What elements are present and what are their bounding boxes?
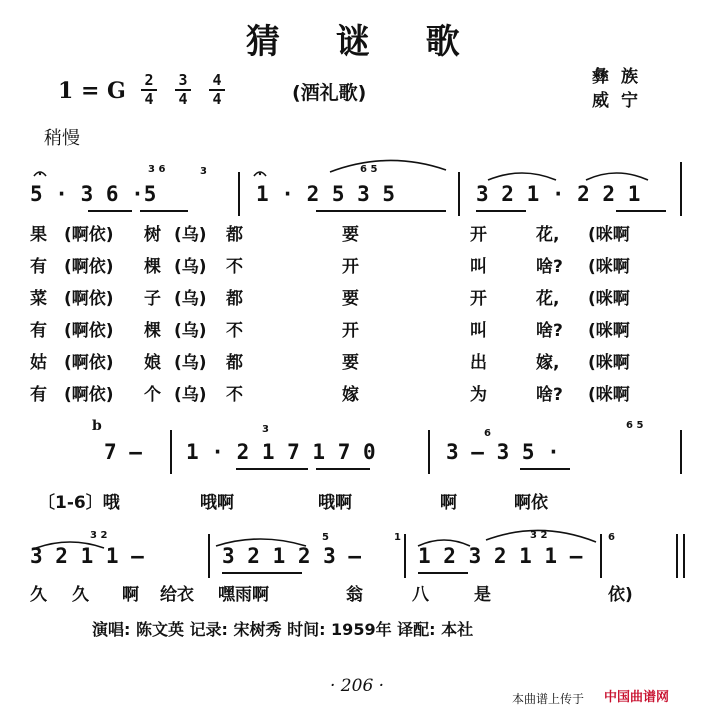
grace-note: 6 bbox=[608, 532, 615, 543]
grace-note: 3 2 bbox=[90, 530, 108, 541]
time-sig-numerator: 4 bbox=[212, 71, 222, 89]
lyric-syllable: (乌) bbox=[174, 289, 207, 309]
time-sig-denominator: 4 bbox=[178, 90, 188, 108]
beam-line bbox=[316, 468, 370, 470]
lyric-syllable: 有 bbox=[30, 257, 47, 277]
lyric-syllable: (啊依) bbox=[64, 289, 114, 309]
flat-accidental: b bbox=[92, 418, 102, 434]
measure-notes: 3 2 1 2 3 – bbox=[222, 544, 362, 568]
lyric-syllable: 有 bbox=[30, 321, 47, 341]
verse-line bbox=[0, 316, 701, 340]
lyric-syllable: 〔1-6〕哦 bbox=[38, 493, 120, 513]
lyric-syllable: 久 bbox=[30, 585, 47, 605]
key-signature: 1 = G bbox=[58, 78, 126, 104]
beam-line bbox=[222, 572, 302, 574]
lyric-syllable: (乌) bbox=[174, 257, 207, 277]
verse-line bbox=[0, 252, 701, 276]
lyric-syllable: (啊依) bbox=[64, 257, 114, 277]
slur-mark bbox=[586, 173, 648, 180]
footer-site-logo[interactable]: 中国曲谱网 bbox=[604, 690, 670, 705]
measure-notes: 1 2 3 2 1 1 – bbox=[418, 544, 583, 568]
fermata-mark bbox=[259, 173, 261, 175]
lyric-syllable: (咪啊 bbox=[588, 225, 630, 245]
barline bbox=[458, 172, 460, 216]
barline bbox=[170, 430, 172, 474]
measure-notes: 3 2 1 · 2 2 1 bbox=[476, 182, 641, 206]
grace-note: 3 bbox=[200, 166, 207, 177]
lyric-syllable: 依) bbox=[608, 585, 633, 605]
beam-line bbox=[140, 210, 188, 212]
beam-line bbox=[616, 210, 666, 212]
lyric-syllable: 啊依 bbox=[514, 493, 548, 513]
lyric-syllable: (乌) bbox=[174, 353, 207, 373]
lyric-syllable: 都 bbox=[226, 353, 243, 373]
page-number: · 206 · bbox=[330, 676, 385, 696]
lyric-syllable: 不 bbox=[226, 321, 243, 341]
lyric-syllable: 要 bbox=[342, 353, 359, 373]
fermata-mark bbox=[254, 172, 266, 176]
time-sig-denominator: 4 bbox=[212, 90, 222, 108]
lyric-syllable: (啊依) bbox=[64, 353, 114, 373]
lyric-syllable: 子 bbox=[144, 289, 161, 309]
lyric-syllable: 菜 bbox=[30, 289, 47, 309]
lyric-syllable: 嫁, bbox=[536, 353, 560, 373]
measure-notes: 5 · 3 6 ·5 bbox=[30, 182, 157, 206]
credits-line: 演唱: 陈文英 记录: 宋树秀 时间: 1959年 译配: 本社 bbox=[92, 620, 474, 639]
beam-line bbox=[520, 468, 570, 470]
lyric-syllable: 不 bbox=[226, 385, 243, 405]
lyric-syllable: 个 bbox=[144, 385, 161, 405]
grace-note: 5 bbox=[322, 532, 329, 543]
barline bbox=[238, 172, 240, 216]
lyric-syllable: 为 bbox=[470, 385, 487, 405]
time-signature bbox=[208, 72, 226, 108]
beam-line bbox=[476, 210, 526, 212]
lyric-syllable: 出 bbox=[470, 353, 487, 373]
slur-mark bbox=[488, 173, 556, 180]
time-signature bbox=[174, 72, 192, 108]
beam-line bbox=[236, 468, 308, 470]
barline bbox=[208, 534, 210, 578]
ethnicity-label: 彝族 bbox=[592, 67, 650, 87]
lyric-syllable: 叫 bbox=[470, 257, 487, 277]
lyric-syllable: 给衣 bbox=[160, 585, 194, 605]
beam-line bbox=[88, 210, 132, 212]
lyric-syllable: 要 bbox=[342, 289, 359, 309]
final-barline bbox=[676, 534, 685, 578]
lyric-syllable: 八 bbox=[412, 585, 429, 605]
song-title: 猜 谜 歌 bbox=[246, 22, 482, 62]
beam-line bbox=[418, 572, 468, 574]
beam-line bbox=[316, 210, 446, 212]
lyric-syllable: (乌) bbox=[174, 321, 207, 341]
lyric-syllable: 有 bbox=[30, 385, 47, 405]
barline bbox=[680, 162, 682, 216]
footer-upload-text: 本曲谱上传于 bbox=[512, 692, 585, 706]
lyric-syllable: 哦啊 bbox=[200, 493, 234, 513]
lyric-syllable: 树 bbox=[144, 225, 161, 245]
grace-note: 3 6 bbox=[148, 164, 166, 175]
lyric-syllable: (咪啊 bbox=[588, 321, 630, 341]
tempo-marking: 稍慢 bbox=[44, 128, 80, 149]
lyric-syllable: (乌) bbox=[174, 225, 207, 245]
time-signature bbox=[140, 72, 158, 108]
measure-notes: 1 · 2 1 7 1 7 0 bbox=[186, 440, 376, 464]
lyric-syllable: 都 bbox=[226, 289, 243, 309]
grace-note: 6 5 bbox=[360, 164, 378, 175]
lyric-syllable: 开 bbox=[342, 257, 359, 277]
lyric-syllable: 花, bbox=[536, 225, 560, 245]
slur-mark bbox=[330, 160, 446, 172]
measure-notes: 1 · 2 5 3 5 bbox=[256, 182, 396, 206]
lyric-syllable: 久 bbox=[72, 585, 89, 605]
fermata-mark bbox=[34, 172, 46, 176]
lyric-syllable: 棵 bbox=[144, 321, 161, 341]
grace-note: 3 2 bbox=[530, 530, 548, 541]
lyric-syllable: (咪啊 bbox=[588, 289, 630, 309]
verse-line bbox=[0, 348, 701, 372]
lyric-syllable: 果 bbox=[30, 225, 47, 245]
lyric-syllable: (啊依) bbox=[64, 225, 114, 245]
lyric-syllable: 开 bbox=[342, 321, 359, 341]
lyric-syllable: 要 bbox=[342, 225, 359, 245]
lyric-syllable: 叫 bbox=[470, 321, 487, 341]
lyric-syllable: (咪啊 bbox=[588, 385, 630, 405]
barline bbox=[680, 430, 682, 474]
barline bbox=[404, 534, 406, 578]
lyric-syllable: 开 bbox=[470, 225, 487, 245]
song-subtitle: (酒礼歌) bbox=[292, 82, 367, 104]
grace-note: 3 bbox=[262, 424, 269, 435]
verse-line bbox=[0, 284, 701, 308]
grace-note: 6 bbox=[484, 428, 491, 439]
lyric-syllable: 嫁 bbox=[342, 385, 359, 405]
grace-note: 6 5 bbox=[626, 420, 644, 431]
measure-notes: 7 – bbox=[104, 440, 142, 464]
lyric-syllable: 花, bbox=[536, 289, 560, 309]
lyric-syllable: 哦啊 bbox=[318, 493, 352, 513]
lyric-syllable: 都 bbox=[226, 225, 243, 245]
lyric-syllable: (啊依) bbox=[64, 321, 114, 341]
lyric-syllable: (咪啊 bbox=[588, 353, 630, 373]
measure-notes: 3 – 3 5 · bbox=[446, 440, 560, 464]
place-label: 威宁 bbox=[592, 91, 650, 111]
fermata-mark bbox=[39, 173, 41, 175]
lyric-syllable: 啥? bbox=[536, 257, 563, 277]
lyric-syllable: 啊 bbox=[122, 585, 139, 605]
time-sig-numerator: 2 bbox=[144, 71, 154, 89]
lyric-syllable: 啥? bbox=[536, 321, 563, 341]
verse-line bbox=[0, 220, 701, 244]
lyric-syllable: (啊依) bbox=[64, 385, 114, 405]
lyric-syllable: 啊 bbox=[440, 493, 457, 513]
grace-note: 1 bbox=[394, 532, 401, 543]
lyric-syllable: 开 bbox=[470, 289, 487, 309]
lyric-syllable: 翁 bbox=[346, 585, 363, 605]
lyric-syllable: 是 bbox=[474, 585, 491, 605]
lyric-syllable: 娘 bbox=[144, 353, 161, 373]
time-sig-numerator: 3 bbox=[178, 71, 188, 89]
lyric-syllable: 不 bbox=[226, 257, 243, 277]
verse-line bbox=[0, 380, 701, 404]
barline bbox=[428, 430, 430, 474]
measure-notes: 3 2 1 1 – bbox=[30, 544, 144, 568]
lyric-syllable: 姑 bbox=[30, 353, 47, 373]
time-sig-denominator: 4 bbox=[144, 90, 154, 108]
lyric-syllable: (咪啊 bbox=[588, 257, 630, 277]
lyric-syllable: 啥? bbox=[536, 385, 563, 405]
lyric-syllable: (乌) bbox=[174, 385, 207, 405]
lyric-syllable: 棵 bbox=[144, 257, 161, 277]
lyric-syllable: 嘿雨啊 bbox=[218, 585, 269, 605]
barline bbox=[600, 534, 602, 578]
